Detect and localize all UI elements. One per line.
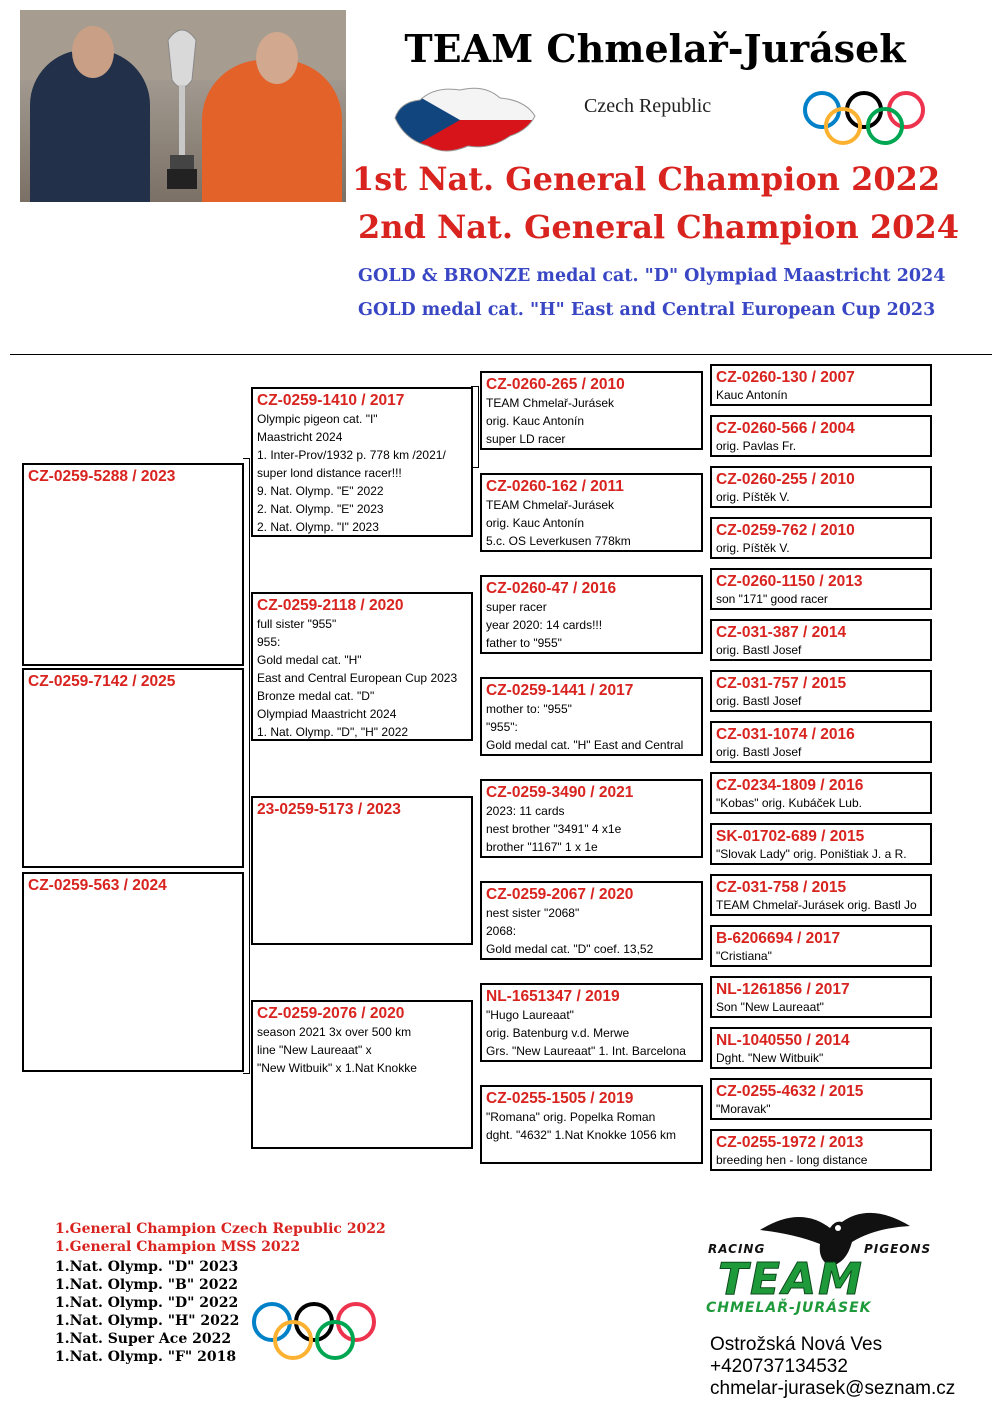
pigeon-note: "Romana" orig. Popelka Roman	[486, 1110, 656, 1124]
pigeon-note: TEAM Chmelař-Jurásek orig. Bastl Jo	[716, 898, 917, 912]
pigeon-note: Gold medal cat. "H"	[257, 653, 362, 667]
divider	[10, 354, 992, 355]
pigeon-note: year 2020: 14 cards!!!	[486, 618, 603, 632]
achievement-item: 1.Nat. Olymp. "D" 2022	[55, 1295, 239, 1311]
pigeon-note: breeding hen - long distance	[716, 1153, 868, 1167]
pigeon-note: orig. Kauc Antonín	[486, 516, 585, 530]
ring-number: CZ-0260-265 / 2010	[486, 376, 625, 393]
connector	[243, 458, 250, 1074]
pedigree-great-grandparent	[710, 772, 932, 814]
pedigree-grandparent	[480, 473, 703, 552]
czech-map-flag-icon	[390, 80, 540, 160]
pedigree-great-grandparent	[710, 415, 932, 457]
pedigree-great-grandparent	[710, 364, 932, 406]
pigeon-note: TEAM Chmelař-Jurásek	[486, 498, 615, 512]
pedigree-grandparent	[480, 677, 703, 756]
achievement-item: 1.General Champion MSS 2022	[55, 1239, 301, 1255]
ring-number: CZ-031-758 / 2015	[716, 879, 847, 896]
pedigree-great-grandparent	[710, 670, 932, 712]
pedigree-subject	[22, 463, 244, 666]
olympic-rings-icon	[250, 1300, 380, 1364]
pigeon-note: season 2021 3x over 500 km	[257, 1025, 412, 1039]
pigeon-note: orig. Bastl Josef	[716, 694, 802, 708]
pigeon-note: mother to: "955"	[486, 702, 572, 716]
pedigree-great-grandparent	[710, 1027, 932, 1069]
achievement-item: 1.Nat. Super Ace 2022	[55, 1331, 232, 1347]
pigeon-note: Son "New Laureaat"	[716, 1000, 824, 1014]
pigeon-note: orig. Píštěk V.	[716, 541, 790, 555]
achievement-item: 1.General Champion Czech Republic 2022	[55, 1221, 386, 1237]
ring-number: NL-1040550 / 2014	[716, 1032, 850, 1049]
pigeon-note: orig. Bastl Josef	[716, 745, 802, 759]
pedigree-grandparent	[480, 1085, 703, 1164]
logo-team-text: TEAM	[718, 1254, 864, 1305]
ring-number: CZ-0260-566 / 2004	[716, 420, 855, 437]
team-title: TEAM Chmelař-Jurásek	[404, 26, 906, 71]
ring-number: CZ-0259-2118 / 2020	[257, 597, 404, 614]
contact-address: Ostrožská Nová Ves	[710, 1334, 883, 1355]
pigeon-note: Gold medal cat. "H" East and Central	[486, 738, 684, 752]
pigeon-note: "Kobas" orig. Kubáček Lub.	[716, 796, 862, 810]
pedigree-great-grandparent	[710, 619, 932, 661]
ring-number: CZ-031-1074 / 2016	[716, 726, 855, 743]
pigeon-note: 1. Nat. Olymp. "D", "H" 2022	[257, 725, 409, 739]
pigeon-note: orig. Pavlas Fr.	[716, 439, 797, 453]
pigeon-note: "Hugo Laureaat"	[486, 1008, 574, 1022]
pigeon-note: Maastricht 2024	[257, 430, 343, 444]
champion-line-2: 2nd Nat. General Champion 2024	[358, 208, 959, 246]
team-photo	[20, 10, 346, 202]
ring-number: B-6206694 / 2017	[716, 930, 841, 947]
pigeon-note: super racer	[486, 600, 547, 614]
ring-number: CZ-0260-47 / 2016	[486, 580, 617, 597]
pigeon-note: Bronze medal cat. "D"	[257, 689, 375, 703]
pedigree-grandparent	[480, 881, 703, 960]
pigeon-note: 2068:	[486, 924, 517, 938]
pedigree-great-grandparent	[710, 466, 932, 508]
ring-number: CZ-0255-1972 / 2013	[716, 1134, 864, 1151]
pedigree-great-grandparent	[710, 874, 932, 916]
pigeon-note: 9. Nat. Olymp. "E" 2022	[257, 484, 384, 498]
pigeon-note: "Slovak Lady" orig. Poništiak J. a R.	[716, 847, 907, 861]
ring-number: CZ-0259-2067 / 2020	[486, 886, 634, 903]
logo-name-text: CHMELAŘ-JURÁSEK	[706, 1300, 872, 1316]
pigeon-note: brother "1167" 1 x 1e	[486, 840, 598, 854]
olympic-rings-icon	[800, 88, 930, 148]
achievement-item: 1.Nat. Olymp. "D" 2023	[55, 1259, 239, 1275]
pedigree-parent	[251, 387, 473, 537]
medal-line-2: GOLD medal cat. "H" East and Central European Cup 2023	[358, 300, 936, 320]
pedigree-great-grandparent	[710, 1129, 932, 1171]
pigeon-note: Kauc Antonín	[716, 388, 788, 402]
pigeon-note: "Cristiana"	[716, 949, 772, 963]
ring-number: 23-0259-5173 / 2023	[257, 801, 401, 818]
ring-number: CZ-0260-130 / 2007	[716, 369, 855, 386]
ring-number: CZ-0259-563 / 2024	[28, 877, 167, 894]
pigeon-note: orig. Kauc Antonín	[486, 414, 585, 428]
medal-line-1: GOLD & BRONZE medal cat. "D" Olympiad Maastricht 2024	[358, 266, 946, 286]
pigeon-note: orig. Batenburg v.d. Merwe	[486, 1026, 630, 1040]
pedigree-great-grandparent	[710, 976, 932, 1018]
ring-number: CZ-0259-2076 / 2020	[257, 1005, 405, 1022]
pigeon-note: "Moravak"	[716, 1102, 771, 1116]
ring-number: CZ-0260-1150 / 2013	[716, 573, 863, 590]
pigeon-note: orig. Bastl Josef	[716, 643, 802, 657]
ring-number: NL-1261856 / 2017	[716, 981, 850, 998]
pigeon-note: dght. "4632" 1.Nat Knokke 1056 km	[486, 1128, 676, 1142]
pedigree-parent	[251, 1000, 473, 1149]
pedigree-great-grandparent	[710, 823, 932, 865]
pigeon-note: 955:	[257, 635, 281, 649]
country-label: Czech Republic	[584, 95, 712, 117]
ring-number: CZ-0255-4632 / 2015	[716, 1083, 864, 1100]
pedigree-great-grandparent	[710, 517, 932, 559]
ring-number: SK-01702-689 / 2015	[716, 828, 865, 845]
pigeon-note: TEAM Chmelař-Jurásek	[486, 396, 615, 410]
pigeon-note: line "New Laureaat" x	[257, 1043, 372, 1057]
pigeon-note: 2023: 11 cards	[486, 804, 565, 818]
ring-number: CZ-031-757 / 2015	[716, 675, 847, 692]
logo-racing-text: RACING	[708, 1242, 766, 1256]
pigeon-note: Olympiad Maastricht 2024	[257, 707, 397, 721]
ring-number: CZ-0259-1441 / 2017	[486, 682, 634, 699]
pigeon-note: nest sister "2068"	[486, 906, 580, 920]
pigeon-note: East and Central European Cup 2023	[257, 671, 458, 685]
ring-number: CZ-0259-7142 / 2025	[28, 673, 176, 690]
achievement-item: 1.Nat. Olymp. "H" 2022	[55, 1313, 240, 1329]
champion-line-1: 1st Nat. General Champion 2022	[352, 160, 941, 198]
pigeon-note: 1. Inter-Prov/1932 p. 778 km /2021/	[257, 448, 446, 462]
pedigree-grandparent	[480, 575, 703, 654]
pigeon-note: nest brother "3491" 4 x1e	[486, 822, 622, 836]
pedigree-grandparent	[480, 779, 703, 858]
pigeon-note: 5.c. OS Leverkusen 778km	[486, 534, 631, 548]
logo-pigeons-text: PIGEONS	[864, 1242, 932, 1256]
pigeon-note: 2. Nat. Olymp. "E" 2023	[257, 502, 384, 516]
contact-phone: +420737134532	[710, 1356, 848, 1377]
pigeon-note: "New Witbuik" x 1.Nat Knokke	[257, 1061, 417, 1075]
ring-number: CZ-0259-3490 / 2021	[486, 784, 634, 801]
pedigree-great-grandparent	[710, 721, 932, 763]
pigeon-note: son "171" good racer	[716, 592, 828, 606]
pigeon-note: super LD racer	[486, 432, 566, 446]
ring-number: CZ-0260-162 / 2011	[486, 478, 624, 495]
ring-number: NL-1651347 / 2019	[486, 988, 620, 1005]
contact-email[interactable]: chmelar-jurasek@seznam.cz	[710, 1378, 956, 1399]
ring-number: CZ-0259-762 / 2010	[716, 522, 855, 539]
pigeon-note: Olympic pigeon cat. "I"	[257, 412, 378, 426]
pedigree-grandparent	[480, 983, 703, 1062]
ring-number: CZ-0234-1809 / 2016	[716, 777, 864, 794]
pedigree-subject	[22, 668, 244, 868]
ring-number: CZ-0259-5288 / 2023	[28, 468, 176, 485]
pedigree-parent	[251, 592, 473, 741]
pigeon-note: Gold medal cat. "D" coef. 13,52	[486, 942, 654, 956]
pigeon-note: Dght. "New Witbuik"	[716, 1051, 824, 1065]
ring-number: CZ-0260-255 / 2010	[716, 471, 855, 488]
ring-number: CZ-0255-1505 / 2019	[486, 1090, 634, 1107]
pedigree-grandparent	[480, 371, 703, 450]
ring-number: CZ-0259-1410 / 2017	[257, 392, 405, 409]
pedigree-great-grandparent	[710, 568, 932, 610]
pigeon-note: orig. Píštěk V.	[716, 490, 790, 504]
pigeon-note: full sister "955"	[257, 617, 337, 631]
achievement-item: 1.Nat. Olymp. "B" 2022	[55, 1277, 238, 1293]
pedigree-parent	[251, 796, 473, 945]
pigeon-note: Grs. "New Laureaat" 1. Int. Barcelona	[486, 1044, 686, 1058]
pigeon-note: super lond distance racer!!!	[257, 466, 402, 480]
pedigree-great-grandparent	[710, 925, 932, 967]
pedigree-subject	[22, 872, 244, 1072]
pigeon-note: "955":	[486, 720, 518, 734]
achievement-item: 1.Nat. Olymp. "F" 2018	[55, 1349, 237, 1365]
ring-number: CZ-031-387 / 2014	[716, 624, 847, 641]
pedigree-great-grandparent	[710, 1078, 932, 1120]
pigeon-note: 2. Nat. Olymp. "I" 2023	[257, 520, 379, 534]
pigeon-note: father to "955"	[486, 636, 562, 650]
